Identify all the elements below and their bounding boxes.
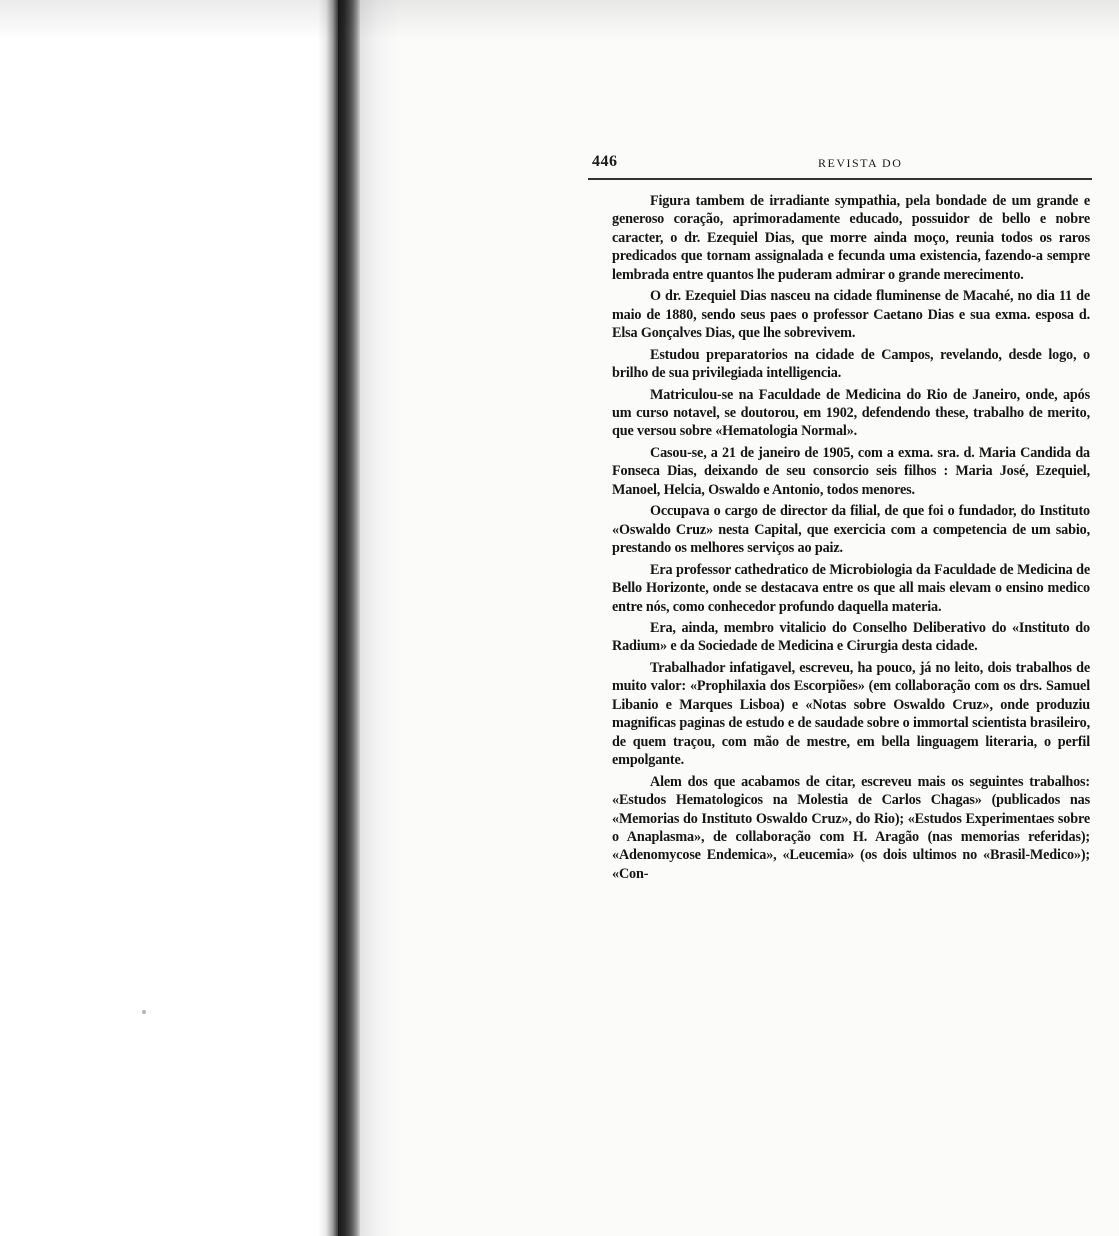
- paragraph: O dr. Ezequiel Dias nasceu na cidade fluminense de Macahé, no dia 11 de maio de 1880, sendo seus paes o professor Caetano Dias e sua exma. esposa d. Elsa Gonçalves Dias, que lhe sobrevivem.: [612, 288, 1090, 342]
- scan-speck: [142, 1010, 146, 1014]
- paragraph: Casou-se, a 21 de janeiro de 1905, com a exma. sra. d. Maria Candida da Fonseca Dias, deixando de seu consorcio seis filhos : Maria José, Ezequiel, Manoel, Helcia, Oswaldo e Antonio, todos menores.: [612, 444, 1090, 498]
- body-text: [612, 192, 1090, 886]
- paragraph: Occupava o cargo de director da filial, de que foi o fundador, do Instituto «Oswaldo Cruz» nesta Capital, que exercicia com a competencia de um sabio, prestando os melhores serviços ao paiz.: [612, 503, 1090, 557]
- paragraph: Figura tambem de irradiante sympathia, pela bondade de um grande e generoso coração, aprimoradamente educado, possuidor de bello e nobre caracter, o dr. Ezequiel Dias, que morre ainda moço, reunia todos os raros predicados que tornam assignalada e fecunda uma existencia, fazendo-a sempre lembrada entre quantos lhe puderam admirar o grande merecimento.: [612, 193, 1090, 283]
- page-number: 446: [592, 153, 618, 170]
- paragraph: Matriculou-se na Faculdade de Medicina do Rio de Janeiro, onde, após um curso notavel, se doutorou, em 1902, defendendo these, trabalho de merito, que versou sobre «Hematologia Normal».: [612, 386, 1090, 440]
- page-header: [592, 153, 1092, 177]
- paragraph: Era, ainda, membro vitalicio do Conselho Deliberativo do «Instituto do Radium» e da Sociedade de Medicina e Cirurgia desta cidade.: [612, 619, 1090, 655]
- running-title: REVISTA DO: [818, 156, 903, 170]
- top-edge-shadow: [0, 0, 1119, 40]
- paragraph: Trabalhador infatigavel, escreveu, ha pouco, já no leito, dois trabalhos de muito valor: «Prophilaxia dos Escorpiões» (em collaboração com os drs. Samuel Libanio e Marques Lisboa) e «Notas sobre Oswaldo Cruz», onde produziu magnificas paginas de estudo e de saudade sobre o immortal scientista brasileiro, de quem traçou, com mão de mestre, em bella linguagem literaria, o perfil empolgante.: [612, 659, 1090, 769]
- book-spine-shadow: [338, 0, 360, 1236]
- paragraph: Estudou preparatorios na cidade de Campos, revelando, desde logo, o brilho de sua privilegiada intelligencia.: [612, 346, 1090, 382]
- spine-fade: [360, 0, 400, 1236]
- left-page-edge: [0, 0, 340, 1236]
- paragraph: Era professor cathedratico de Microbiologia da Faculdade de Medicina de Bello Horizonte, onde se destacava entre os que all mais elevam o ensino medico entre nós, como conhecedor profundo daquella materia.: [612, 561, 1090, 615]
- header-rule: [588, 178, 1092, 180]
- paragraph: Alem dos que acabamos de citar, escreveu mais os seguintes trabalhos: «Estudos Hematologicos na Molestia de Carlos Chagas» (publicados nas «Memorias do Instituto Oswaldo Cruz», do Rio); «Estudos Experimentaes sobre o Anaplasma», de collaboração com H. Aragão (nas memorias referidas); «Adenomycose Endemica», «Leucemia» (os dois ultimos no «Brasil-Medico»); «Con-: [612, 773, 1090, 882]
